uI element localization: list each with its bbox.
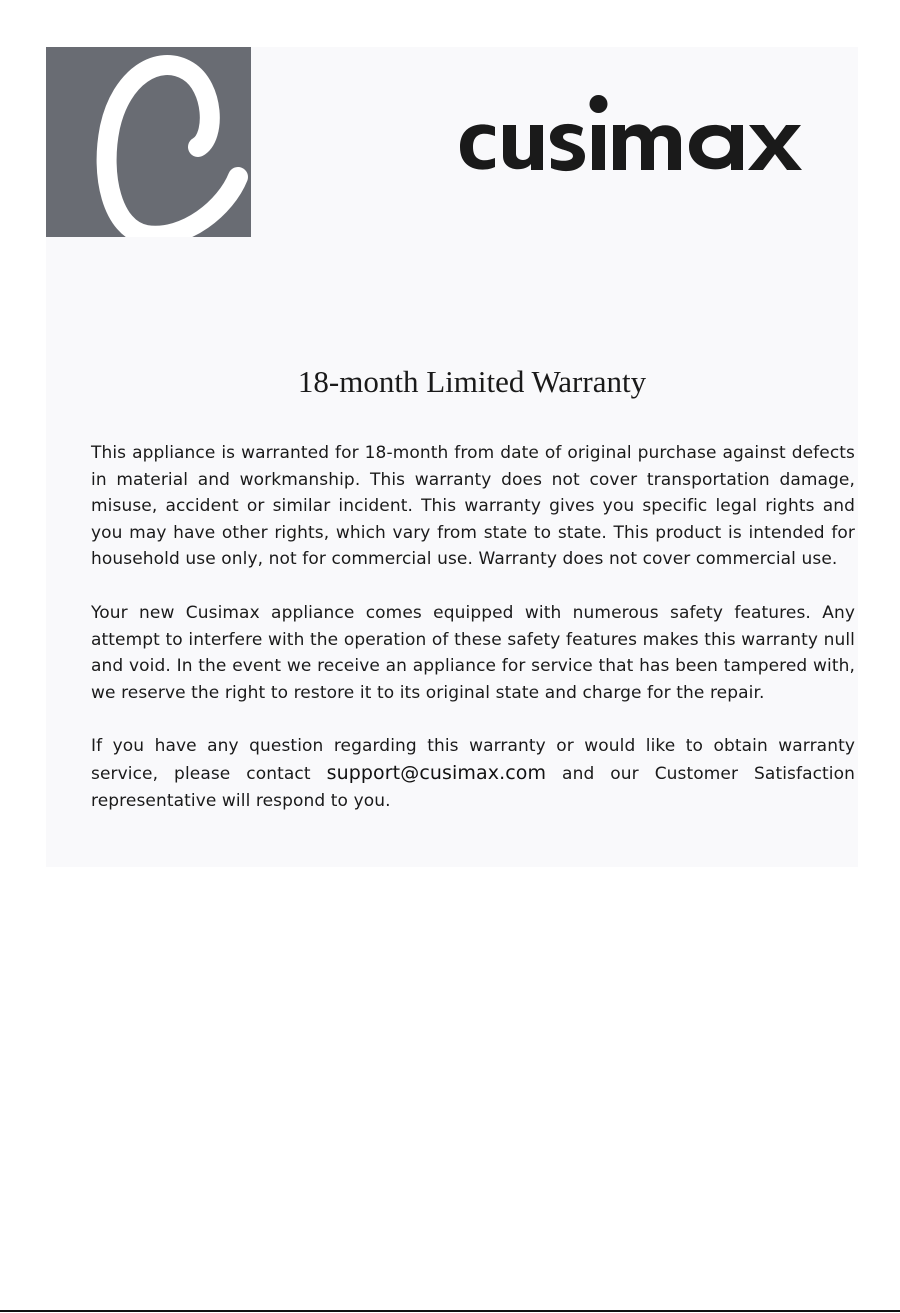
support-email-link[interactable]: support@cusimax.com [326,761,547,784]
cusimax-wordmark [455,92,805,182]
warranty-body [91,440,855,841]
cusimax-c-logo [46,47,251,237]
bottom-divider [0,1310,900,1312]
warranty-paragraph-contact [91,733,855,814]
warranty-title: 18-month Limited Warranty [297,364,647,399]
warranty-paragraph-safety: Your new Cusimax appliance comes equipped with numerous safety features. Any attempt to interfere with the operation of these safety features makes this warranty null and void. In the event we receive an appliance for service that has been tampered with, we reserve the right to restore it to its original state and charge for the repair. [91,602,855,703]
contact-text-after: and our Customer Satisfaction representative will respond to you. [91,763,856,811]
warranty-paragraph-coverage: This appliance is warranted for 18-month from date of original purchase against defects in material and workmanship. This warranty does not cover transportation damage, misuse, accident or similar incident. This warranty gives you specific legal rights and you may have other rights, which vary from state to state. This product is intended for household use only, not for commercial use. Warranty does not cover commercial use. [91,443,855,570]
contact-text-before: If you have any question regarding this warranty or would like to obtain warranty service, please contact [91,736,855,784]
